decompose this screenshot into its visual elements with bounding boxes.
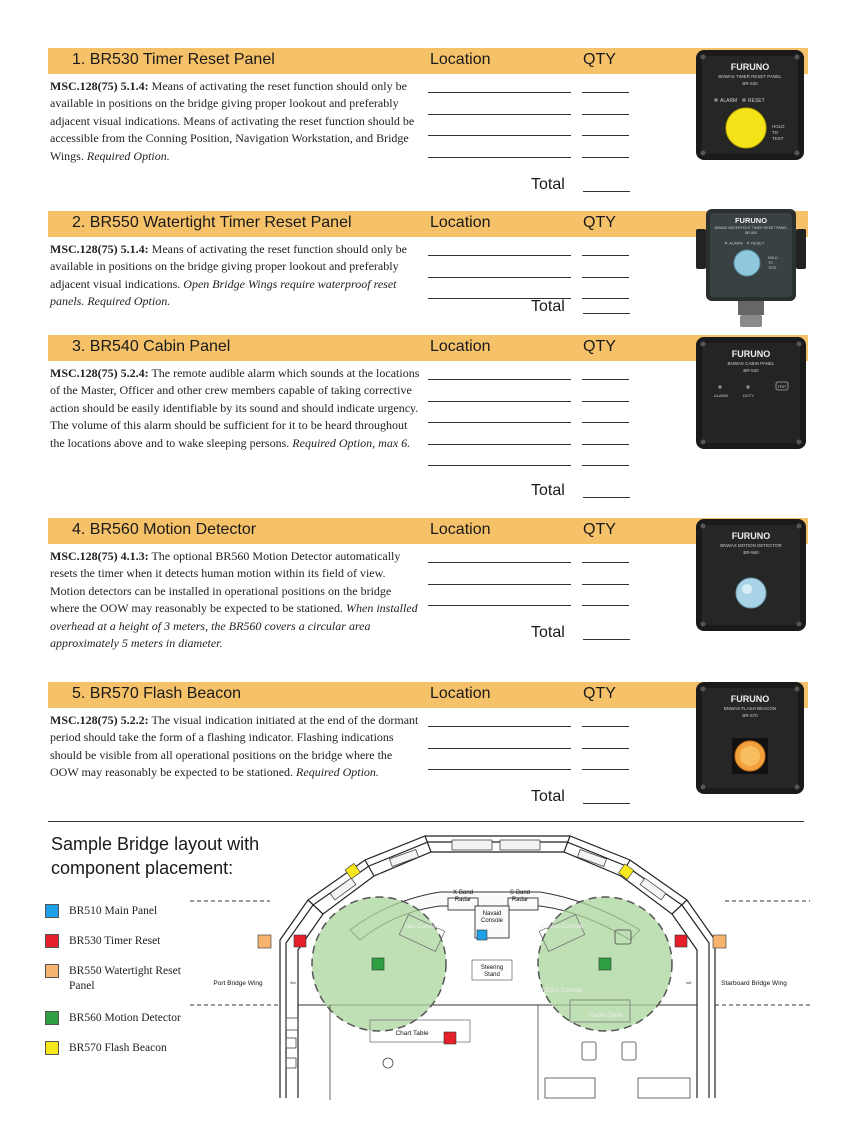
entry-lines[interactable] [428,84,638,170]
svg-text:GMDSS Console: GMDSS Console [537,988,583,994]
reset-button-graphic [726,108,766,148]
svg-text:BNWAS CABIN PANEL: BNWAS CABIN PANEL [727,361,775,366]
entry-row[interactable] [428,371,638,393]
svg-text:TO: TO [768,261,773,265]
qty-header: QTY [583,338,616,355]
entry-row[interactable] [428,554,638,576]
entry-row[interactable] [428,740,638,762]
section-title: 4. BR560 Motion Detector [72,521,257,538]
section-title: 5. BR570 Flash Beacon [72,685,241,702]
total-blank[interactable] [583,497,630,498]
svg-text:BR-560: BR-560 [743,550,759,555]
svg-text:HOLD: HOLD [772,124,785,129]
svg-text:ALARM: ALARM [720,98,738,104]
svg-text:ALARM: ALARM [714,393,728,398]
description-text: The visual indication initiated at the end of the dormant period should take the form of a flashing indicator. Flashing indications should be visible from all operational positions on the bridge where the OOW may reasonably be expected to be stationed. [50,713,419,780]
svg-text:TEST: TEST [768,266,777,270]
location-header: Location [430,685,491,702]
svg-text:BNWAS FLASH BEACON: BNWAS FLASH BEACON [723,706,777,711]
option-note: Required Option. [86,148,170,163]
svg-text:BNWAS WATERTIGHT TIMER RESET P: BNWAS WATERTIGHT TIMER RESET PANEL [714,226,788,230]
br550-device-image [696,209,806,338]
svg-text:FURUNO: FURUNO [731,531,771,541]
total-label: Total [531,624,565,641]
svg-text:FURUNO: FURUNO [734,216,768,225]
section-header [48,211,808,237]
svg-text:RESET: RESET [751,240,765,246]
section-description [50,548,422,652]
qty-header: QTY [583,214,616,231]
svg-text:FURUNO: FURUNO [730,694,770,704]
marker-br530-chart [444,1032,456,1044]
total-blank[interactable] [583,191,630,192]
entry-lines[interactable] [428,718,638,783]
marker-br530-starboard [675,935,687,947]
section-header [48,682,808,708]
section-header [48,335,808,361]
svg-text:BNWAS TIMER RESET PANEL: BNWAS TIMER RESET PANEL [718,74,782,79]
svg-text:TEST: TEST [772,136,784,141]
description-text: The remote audible alarm which sounds at the locations of the Master, Officer and other crew members capable of taking corrective action should be easily identifiable by its sound and should indicate urgency. The volume of this alarm should be sufficient for it to be heard throughout the locations above and to wake sleeping persons. [50,366,420,450]
marker-br550-port [258,935,271,948]
section-description [50,78,422,165]
entry-row[interactable] [428,718,638,740]
svg-text:BR-550: BR-550 [745,231,757,235]
entry-row[interactable] [428,761,638,783]
marker-br560-starboard [599,958,611,970]
total-blank[interactable] [583,639,630,640]
entry-lines[interactable] [428,371,638,479]
section-divider [48,821,804,822]
location-header: Location [430,521,491,538]
total-label: Total [531,788,565,805]
section-description [50,241,422,311]
entry-row[interactable] [428,149,638,171]
svg-text:Radio Table: Radio Table [588,1012,624,1019]
marker-br510 [477,930,487,940]
entry-row[interactable] [428,84,638,106]
entry-row[interactable] [428,457,638,479]
section-title: 1. BR530 Timer Reset Panel [72,51,275,68]
legend-swatch [45,934,59,948]
entry-row[interactable] [428,106,638,128]
description-text: Means of activating the reset function should only be available in positions on the bridge giving proper lookout and preferably adjacent visual indications. [50,242,407,291]
svg-text:TEST: TEST [777,385,787,389]
section-header [48,48,808,74]
section-description [50,365,422,452]
option-note: Required Option. [296,765,379,780]
br570-device-image [696,682,804,799]
total-blank[interactable] [583,803,630,804]
svg-text:⇦: ⇦ [290,980,296,987]
entry-row[interactable] [428,576,638,598]
legend-swatch [45,904,59,918]
svg-text:BR-540: BR-540 [743,368,759,373]
svg-text:ALARM: ALARM [729,240,743,246]
svg-text:Steering: Steering [480,965,504,971]
msc-reference: MSC.128(75) 5.1.4: [50,79,149,93]
brand-text: FURUNO [730,62,770,72]
section-title: 2. BR550 Watertight Timer Reset Panel [72,214,352,231]
total-blank[interactable] [583,313,630,314]
section-description [50,712,422,782]
entry-row[interactable] [428,247,638,269]
svg-text:Radar: Radar [454,897,472,903]
qty-header: QTY [583,51,616,68]
marker-br550-starboard [713,935,726,948]
legend-swatch [45,1011,59,1025]
br540-device-image [696,337,806,454]
br530-device-image [696,50,804,165]
svg-text:Survey Console: Survey Console [540,924,584,930]
qty-header: QTY [583,685,616,702]
svg-text:BR-530: BR-530 [742,81,758,86]
svg-text:Console: Console [480,918,504,924]
marker-br570-port [345,863,360,878]
entry-row[interactable] [428,597,638,619]
entry-row[interactable] [428,414,638,436]
svg-text:FURUNO: FURUNO [731,349,771,359]
msc-reference: MSC.128(75) 5.1.4: [50,242,149,256]
msc-reference: MSC.128(75) 5.2.4: [50,366,149,380]
svg-text:Stand: Stand [484,972,500,978]
entry-row[interactable] [428,393,638,415]
entry-row[interactable] [428,436,638,458]
marker-br560-port [372,958,384,970]
svg-text:⇨: ⇨ [686,980,692,987]
entry-lines[interactable] [428,554,638,619]
entry-row[interactable] [428,127,638,149]
svg-text:Port Bridge Wing: Port Bridge Wing [213,980,263,987]
bridge-floor-plan [190,830,810,1105]
location-header: Location [430,214,491,231]
total-label: Total [531,176,565,193]
svg-text:DUTY: DUTY [743,393,754,398]
br560-device-image [696,519,806,636]
svg-text:BR-570: BR-570 [742,713,758,718]
svg-text:Radar: Radar [511,897,529,903]
total-label: Total [531,482,565,499]
entry-row[interactable] [428,269,638,291]
location-header: Location [430,338,491,355]
section-title: 3. BR540 Cabin Panel [72,338,231,355]
total-label: Total [531,298,565,315]
option-note: When installed overhead at a height of 3 meters, the BR560 covers a circular area approximately 5 meters in diameter. [50,601,418,651]
location-header: Location [430,51,491,68]
svg-text:HOLD: HOLD [768,256,778,260]
svg-text:BNWAS MOTION DETECTOR: BNWAS MOTION DETECTOR [720,543,782,548]
svg-text:Starboard Bridge Wing: Starboard Bridge Wing [721,980,787,987]
svg-text:S-Band: S-Band [509,890,531,896]
svg-text:Nav Console: Nav Console [404,924,440,930]
marker-br570-starboard [618,864,633,879]
legend-swatch [45,964,59,978]
option-note: Open Bridge Wings require waterproof reset panels. Required Option. [50,276,397,309]
svg-text:X-Band: X-Band [452,890,474,896]
msc-reference: MSC.128(75) 5.2.2: [50,713,149,727]
qty-header: QTY [583,521,616,538]
msc-reference: MSC.128(75) 4.1.3: [50,549,149,563]
description-text: The optional BR560 Motion Detector automatically resets the timer when it detects human motion within its field of view. Motion detectors can be installed in operational positions on the bridge where the OOW may reasonably be expected to be stationed. [50,549,401,616]
svg-text:RESET: RESET [748,98,765,104]
svg-text:Chart Table: Chart Table [395,1030,429,1037]
layout-title: Sample Bridge layout with component placement: [51,834,260,878]
option-note: Required Option, max 6. [292,435,411,450]
legend-swatch [45,1041,59,1055]
section-header [48,518,808,544]
description-text: Means of activating the reset function should only be available in positions on the bridge giving proper lookout and preferably adjacent visual indications. Means of activating the reset function should be accessible from the Conning Position, Navigation Workstation, and Bridge Wings. [50,79,415,163]
svg-text:TO: TO [772,130,779,135]
marker-br530-port [294,935,306,947]
svg-text:Navaid: Navaid [482,911,502,917]
